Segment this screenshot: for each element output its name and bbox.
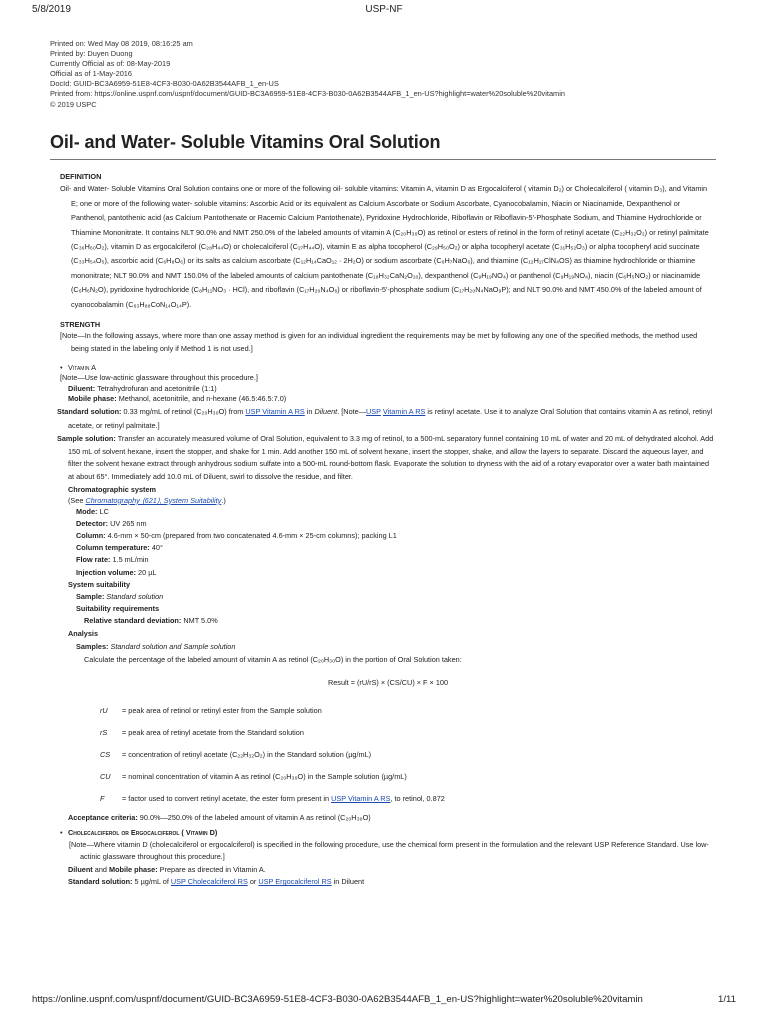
rsd-row: Relative standard deviation: NMT 5.0% <box>84 615 218 625</box>
bullet-icon: • <box>60 828 63 838</box>
var-ru: rU = peak area of retinol or retinyl ester from the Sample solution <box>100 706 322 716</box>
print-header <box>32 4 736 18</box>
vitamin-a-heading: • Vitamin A <box>60 362 96 372</box>
var-rs: rS = peak area of retinyl acetate from the Standard solution <box>100 728 304 738</box>
chromatography-reference: (See Chromatography ⟨621⟩, System Suitability.) <box>68 495 226 505</box>
title-divider <box>50 159 716 160</box>
param-column-temperature: Column temperature: 40° <box>76 543 163 553</box>
param-column: Column: 4.6-mm × 50-cm (prepared from two concatenated 4.6-mm × 25-cm columns); packing L1 <box>76 531 397 541</box>
var-cs: CS = concentration of retinyl acetate (C₂₂H₃₂O₂) in the Standard solution (µg/mL) <box>100 750 372 760</box>
strength-heading: STRENGTH <box>60 320 101 330</box>
usp-ergocalciferol-rs-link[interactable]: USP Ergocalciferol RS <box>258 877 332 887</box>
diluent-row: Diluent: Tetrahydrofuran and acetonitrile (1:1) <box>68 383 217 393</box>
usp-vitamin-a-rs-link-2[interactable]: USP Vitamin A RS <box>331 794 391 804</box>
result-formula: Result = (rU/rS) × (CS/CU) × F × 100 <box>327 678 449 688</box>
vitamin-d-heading: • Cholecalciferol or Ergocalciferol ( Vitamin D) <box>60 828 218 838</box>
chromatography-621-link[interactable]: Chromatography ⟨621⟩, System Suitability <box>85 495 222 505</box>
usp-cholecalciferol-rs-link[interactable]: USP Cholecalciferol RS <box>170 877 248 887</box>
definition-heading: DEFINITION <box>60 172 102 181</box>
meta-printed-on: Printed on: Wed May 08 2019, 08:16:25 am <box>50 39 193 48</box>
suitability-sample: Sample: Standard solution <box>76 591 164 601</box>
param-mode: Mode: LC <box>76 507 109 517</box>
bullet-icon: • <box>60 362 63 372</box>
meta-docid: DocId: GUID-BC3A6959-51E8-4CF3-B030-0A62B3544AFB_1_en-US <box>50 79 279 89</box>
meta-official-as-of: Official as of 1-May-2016 <box>50 69 133 79</box>
vitamin-d-note: [Note—Where vitamin D (cholecalciferol or ergocalciferol) is specified in the following procedure, use the chemical form present in the formulation and the relevant USP Reference Standard. Use low-actinic glassware throughout this procedure.] <box>69 840 709 862</box>
vitamin-d-standard-row: Standard solution: 5 µg/mL of USP Cholecalciferol RS or USP Ergocalciferol RS in Diluent <box>68 877 365 887</box>
document-title: Oil- and Water- Soluble Vitamins Oral Solution <box>50 132 441 152</box>
meta-copyright: © 2019 USPC <box>50 99 97 109</box>
print-date: 5/8/2019 <box>32 4 71 15</box>
strength-note: [Note—In the following assays, where more than one assay method is given for an individual ingredient the requirements may be met by following any one of the specified methods, the method used being stated in the labeling only if Method 1 is not used.] <box>60 331 698 353</box>
param-detector: Detector: UV 265 nm <box>76 519 147 529</box>
vitamin-a-note: [Note—Use low-actinic glassware throughout this procedure.] <box>60 373 258 383</box>
suitability-requirements-heading: Suitability requirements <box>76 603 160 613</box>
mobile-phase-row: Mobile phase: Methanol, acetonitrile, and n-hexane (46.5:46.5:7.0) <box>68 394 287 404</box>
meta-printed-from: Printed from: https://online.uspnf.com/uspnf/document/GUID-BC3A6959-51E8-4CF3-B030-0A62B3544AFB_1_en-US?highlight=water%20soluble%20vitamin <box>50 89 565 99</box>
samples-row: Samples: Standard solution and Sample solution <box>76 642 236 652</box>
meta-printed-by: Printed by: Duyen Duong <box>50 49 133 59</box>
sample-solution-row: Sample solution: Transfer an accurately measured volume of Oral Solution, equivalent to 3.3 mg of retinol, to a 500-mL separatory funnel containing 10 mL of water and 20 mL of dehydrated alcohol. Add 150 mL of solvent hexane, insert the stopper, and shake for 1 min. Add another 150 mL of solvent hexane, insert the stopper, shake, and allow the layers to separate. Discard the aqueous layer, and filter the solvent hexane extract through anhydrous sodium sulfate into a 500-mL round-bottom flask. Evaporate the solution to dryness with the aid of a rotary evaporator over a water bath maintained at about 65°. Immediately add 10.0 mL of Diluent, swirl to dissolve the residue, and filter. <box>57 433 714 481</box>
system-suitability-heading: System suitability <box>68 579 131 589</box>
var-cu: CU = nominal concentration of vitamin A as retinol (C₂₀H₃₀O) in the Sample solution (µg/mL) <box>100 772 407 782</box>
standard-solution-row: Standard solution: 0.33 mg/mL of retinol (C₂₀H₃₀O) from USP Vitamin A RS in Diluent. [Note—USP Vitamin A RS is retinyl acetate. Use it to analyze Oral Solution that contains vitamin A as retinol, retinyl acetate, or retinyl palmitate.] <box>57 406 713 430</box>
param-flow-rate: Flow rate: 1.5 mL/min <box>76 555 149 565</box>
acceptance-criteria: Acceptance criteria: 90.0%—250.0% of the labeled amount of vitamin A as retinol (C₂₀H₃₀O) <box>68 813 371 823</box>
chromatographic-system-heading: Chromatographic system <box>68 485 156 495</box>
usp-link[interactable]: USP <box>366 406 381 416</box>
print-title: USP-NF <box>365 4 403 15</box>
var-f: F = factor used to convert retinyl acetate, the ester form present in USP Vitamin A RS, to retinol, 0.872 <box>100 794 445 804</box>
print-metadata <box>50 39 565 110</box>
usp-vitamin-a-rs-link[interactable]: USP Vitamin A RS <box>245 406 305 416</box>
param-injection-volume: Injection volume: 20 µL <box>76 567 157 577</box>
monograph-body <box>57 172 716 889</box>
vitamin-d-diluent-row: Diluent and Mobile phase: Prepare as directed in Vitamin A. <box>68 864 266 874</box>
definition-text: Oil- and Water- Soluble Vitamins Oral Solution contains one or more of the following oil- soluble vitamins: Vitamin A, vitamin D as Ergocalciferol ( vitamin D₂) or Cholecalciferol ( vitamin D₃), and Vitamin E; one or more of the following water- soluble vitamins: Ascorbic Acid or its equivalent as Calcium Ascorbate or Sodium Ascorbate, Cyanocobalamin, Niacin or Niacinamide, Dexpanthenol or Panthenol, pantothenic acid (as Calcium Pantothenate or Racemic Calcium Pantothenate), Pyridoxine Hydrochloride, Riboflavin or Riboflavin-5′-Phosphate Sodium, and Thiamine Hydrochloride or Thiamine Mononitrate. It contains NLT 90.0% and NMT 250.0% of the labeled amounts of vitamin A (C₂₀H₃₀O) as retinol or esters of retinol in the form of retinyl acetate (C₂₂H₃₂O₂) or retinyl palmitate (C₃₆H₆₀O₂), vitamin D as ergocalciferol (C₂₈H₄₄O) or cholecalciferol (C₂₇H₄₄O), vitamin E as alpha tocopherol (C₂₉H₅₀O₂) or alpha tocopheryl acetate (C₃₁H₅₂O₃) or alpha tocopheryl acid succinate (C₃₃H₅₄O₅), ascorbic acid (C₆H₈O₆) or its salts as calcium ascorbate (C₁₂H₁₄CaO₁₂ · 2H₂O) or sodium ascorbate (C₆H₇NaO₆), and thiamine (C₁₂H₁₇ClN₄OS) as thiamine hydrochloride or thiamine mononitrate; NLT 90.0% and NMT 150.0% of the labeled amounts of calcium pantothenate (C₁₈H₃₂CaN₂O₁₀), dexpanthenol (C₉H₁₉NO₄) or panthenol (C₉H₁₉NO₄), niacin (C₆H₅NO₂) or niacinamide (C₆H₆N₂O), pyridoxine hydrochloride (C₈H₁₁NO₃ · HCl), and riboflavin (C₁₇H₂₀N₄O₆) or riboflavin-5′-phosphate sodium (C₁₇H₂₀N₄NaO₉P); and NLT 90.0% and NMT 450.0% of the labeled amount of cyanocobalamin (C₆₃H₈₈CoN₁₄O₁₄P). <box>60 184 709 309</box>
footer-url: https://online.uspnf.com/uspnf/document/GUID-BC3A6959-51E8-4CF3-B030-0A62B3544AFB_1_en-US?highlight=water%20soluble%20vitamin <box>32 994 643 1005</box>
vitamin-a-rs-link[interactable]: Vitamin A RS <box>382 406 426 416</box>
calculation-text: Calculate the percentage of the labeled amount of vitamin A as retinol (C₂₀H₃₀O) in the portion of Oral Solution taken: <box>84 655 462 665</box>
meta-current-official: Currently Official as of: 08-May-2019 <box>50 59 171 69</box>
analysis-heading: Analysis <box>68 629 99 639</box>
page-number: 1/11 <box>718 994 736 1005</box>
